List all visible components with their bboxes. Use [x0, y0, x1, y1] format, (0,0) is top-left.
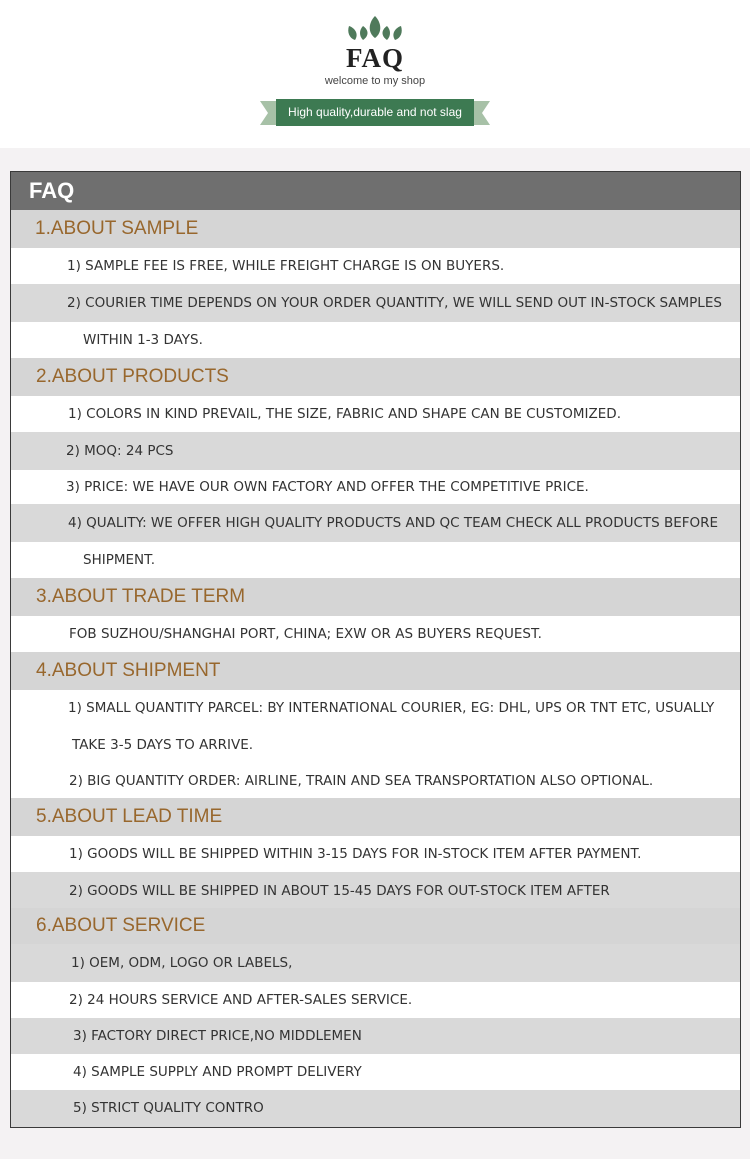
- faq-item: 1) OEM, ODM, LOGO OR LABELS,: [11, 944, 740, 982]
- faq-item: 1) SAMPLE FEE IS FREE, WHILE FREIGHT CHARGE IS ON BUYERS.: [11, 248, 740, 284]
- faq-section-heading: 5.ABOUT LEAD TIME: [11, 798, 740, 836]
- faq-item: 1) GOODS WILL BE SHIPPED WITHIN 3-15 DAYS FOR IN-STOCK ITEM AFTER PAYMENT.: [11, 836, 740, 872]
- faq-item: 3) FACTORY DIRECT PRICE,NO MIDDLEMEN: [11, 1018, 740, 1054]
- leaf-mid-left: [360, 26, 368, 40]
- faq-item: TAKE 3-5 DAYS TO ARRIVE.: [11, 726, 740, 764]
- faq-item: 2) 24 HOURS SERVICE AND AFTER-SALES SERVICE.: [11, 982, 740, 1018]
- faq-item: FOB SUZHOU/SHANGHAI PORT, CHINA; EXW OR AS BUYERS REQUEST.: [11, 616, 740, 652]
- faq-section-heading: 4.ABOUT SHIPMENT: [11, 652, 740, 690]
- leaf-logo-icon: [345, 14, 405, 44]
- leaf-mid-right: [383, 26, 391, 40]
- faq-item: 5) STRICT QUALITY CONTRO: [11, 1090, 740, 1127]
- faq-section-heading: 2.ABOUT PRODUCTS: [11, 358, 740, 396]
- faq-item: 1) SMALL QUANTITY PARCEL: BY INTERNATIONAL COURIER, EG: DHL, UPS OR TNT ETC, USUALLY: [11, 690, 740, 726]
- page-header: [0, 0, 750, 148]
- leaf-right: [393, 26, 401, 40]
- faq-box-header: FAQ: [11, 172, 740, 210]
- faq-section-heading: 3.ABOUT TRADE TERM: [11, 578, 740, 616]
- faq-item: 4) QUALITY: WE OFFER HIGH QUALITY PRODUCTS AND QC TEAM CHECK ALL PRODUCTS BEFORE: [11, 504, 740, 542]
- faq-item: 2) BIG QUANTITY ORDER: AIRLINE, TRAIN AND SEA TRANSPORTATION ALSO OPTIONAL.: [11, 764, 740, 798]
- faq-item: SHIPMENT.: [11, 542, 740, 578]
- faq-item: 2) COURIER TIME DEPENDS ON YOUR ORDER QUANTITY, WE WILL SEND OUT IN-STOCK SAMPLES: [11, 284, 740, 322]
- faq-item: WITHIN 1-3 DAYS.: [11, 322, 740, 358]
- faq-item: 3) PRICE: WE HAVE OUR OWN FACTORY AND OFFER THE COMPETITIVE PRICE.: [11, 470, 740, 504]
- leaf-center: [370, 16, 381, 38]
- faq-box: [10, 171, 741, 1128]
- banner-text: High quality,durable and not slag: [288, 105, 462, 119]
- page-title: FAQ: [346, 43, 404, 73]
- faq-item: 1) COLORS IN KIND PREVAIL, THE SIZE, FABRIC AND SHAPE CAN BE CUSTOMIZED.: [11, 396, 740, 432]
- page-subtitle: welcome to my shop: [324, 75, 426, 87]
- faq-section-heading: 6.ABOUT SERVICE: [11, 908, 740, 944]
- faq-section-heading: 1.ABOUT SAMPLE: [11, 210, 740, 248]
- leaf-left: [348, 26, 356, 40]
- faq-item: 2) GOODS WILL BE SHIPPED IN ABOUT 15-45 DAYS FOR OUT-STOCK ITEM AFTER: [11, 872, 740, 910]
- faq-item: 2) MOQ: 24 PCS: [11, 432, 740, 470]
- faq-item: 4) SAMPLE SUPPLY AND PROMPT DELIVERY: [11, 1054, 740, 1090]
